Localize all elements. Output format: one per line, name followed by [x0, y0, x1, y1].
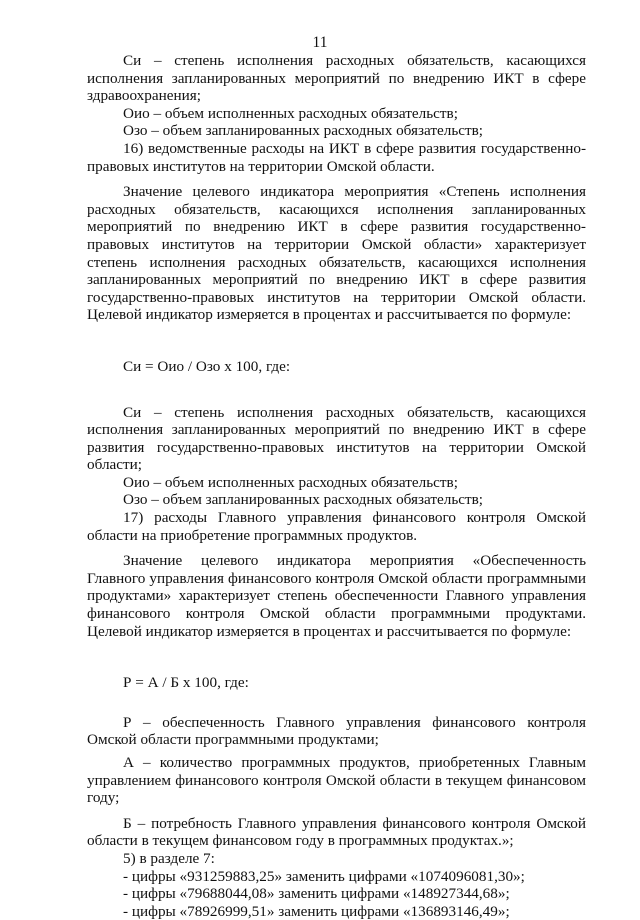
document-body	[87, 52, 586, 920]
paragraph-b-definition: Б – потребность Главного управления финансового контроля Омской области в текущем финансовом году в программных продуктах.»;	[87, 814, 586, 850]
paragraph-item-16: 16) ведомственные расходы на ИКТ в сфере развития государственно-правовых институтов на территории Омской области.	[87, 139, 586, 175]
formula-si: Си = Оио / Озо х 100, где:	[123, 357, 291, 375]
paragraph-indicator-description-1: Значение целевого индикатора мероприятия «Степень исполнения расходных обязательств, касающихся исполнения запланированных мероприятий по внедрению ИКТ в сфере развития государственно-правовых институтов на территории Омской области» характеризует степень исполнения расходных обязательств, касающихся исполнения запланированных мероприятий по внедрению ИКТ в сфере развития государственно-правовых институтов на территории Омской области. Целевой индикатор измеряется в процентах и рассчитывается по формуле:	[87, 183, 586, 324]
paragraph-indicator-description-2: Значение целевого индикатора мероприятия «Обеспеченность Главного управления финансового контроля Омской области программными продуктами» характеризует степень обеспеченности Главного управления финансового контроля Омской области программными продуктами. Целевой индикатор измеряется в процентах и рассчитывается по формуле:	[87, 552, 586, 640]
list-item-replacement-3: - цифры «78926999,51» заменить цифрами «136893146,49»;	[123, 902, 510, 920]
paragraph-ozo-definition-2: Озо – объем запланированных расходных обязательств;	[123, 491, 484, 509]
paragraph-oio-definition: Оио – объем исполненных расходных обязательств;	[123, 104, 458, 122]
paragraph-p-definition: Р – обеспеченность Главного управления финансового контроля Омской области программными продуктами;	[87, 713, 586, 749]
paragraph-a-definition: А – количество программных продуктов, приобретенных Главным управлением финансового контроля Омской области в текущем финансовом году;	[87, 754, 586, 807]
page-number: 11	[312, 34, 328, 51]
paragraph-si-definition-2: Си – степень исполнения расходных обязательств, касающихся исполнения запланированных мероприятий по внедрению ИКТ в сфере развития государственно-правовых институтов на территории Омской области;	[87, 403, 586, 474]
paragraph-si-definition: Си – степень исполнения расходных обязательств, касающихся исполнения запланированных мероприятий по внедрению ИКТ в сфере здравоохранения;	[87, 52, 586, 105]
paragraph-ozo-definition: Озо – объем запланированных расходных обязательств;	[123, 122, 484, 140]
paragraph-section-7: 5) в разделе 7:	[123, 849, 215, 867]
list-item-replacement-1: - цифры «931259883,25» заменить цифрами «1074096081,30»;	[123, 867, 525, 885]
formula-p: Р = А / Б х 100, где:	[123, 674, 249, 692]
paragraph-oio-definition-2: Оио – объем исполненных расходных обязательств;	[123, 473, 458, 491]
paragraph-item-17: 17) расходы Главного управления финансового контроля Омской области на приобретение программных продуктов.	[87, 509, 586, 544]
list-item-replacement-2: - цифры «79688044,08» заменить цифрами «148927344,68»;	[123, 885, 510, 903]
